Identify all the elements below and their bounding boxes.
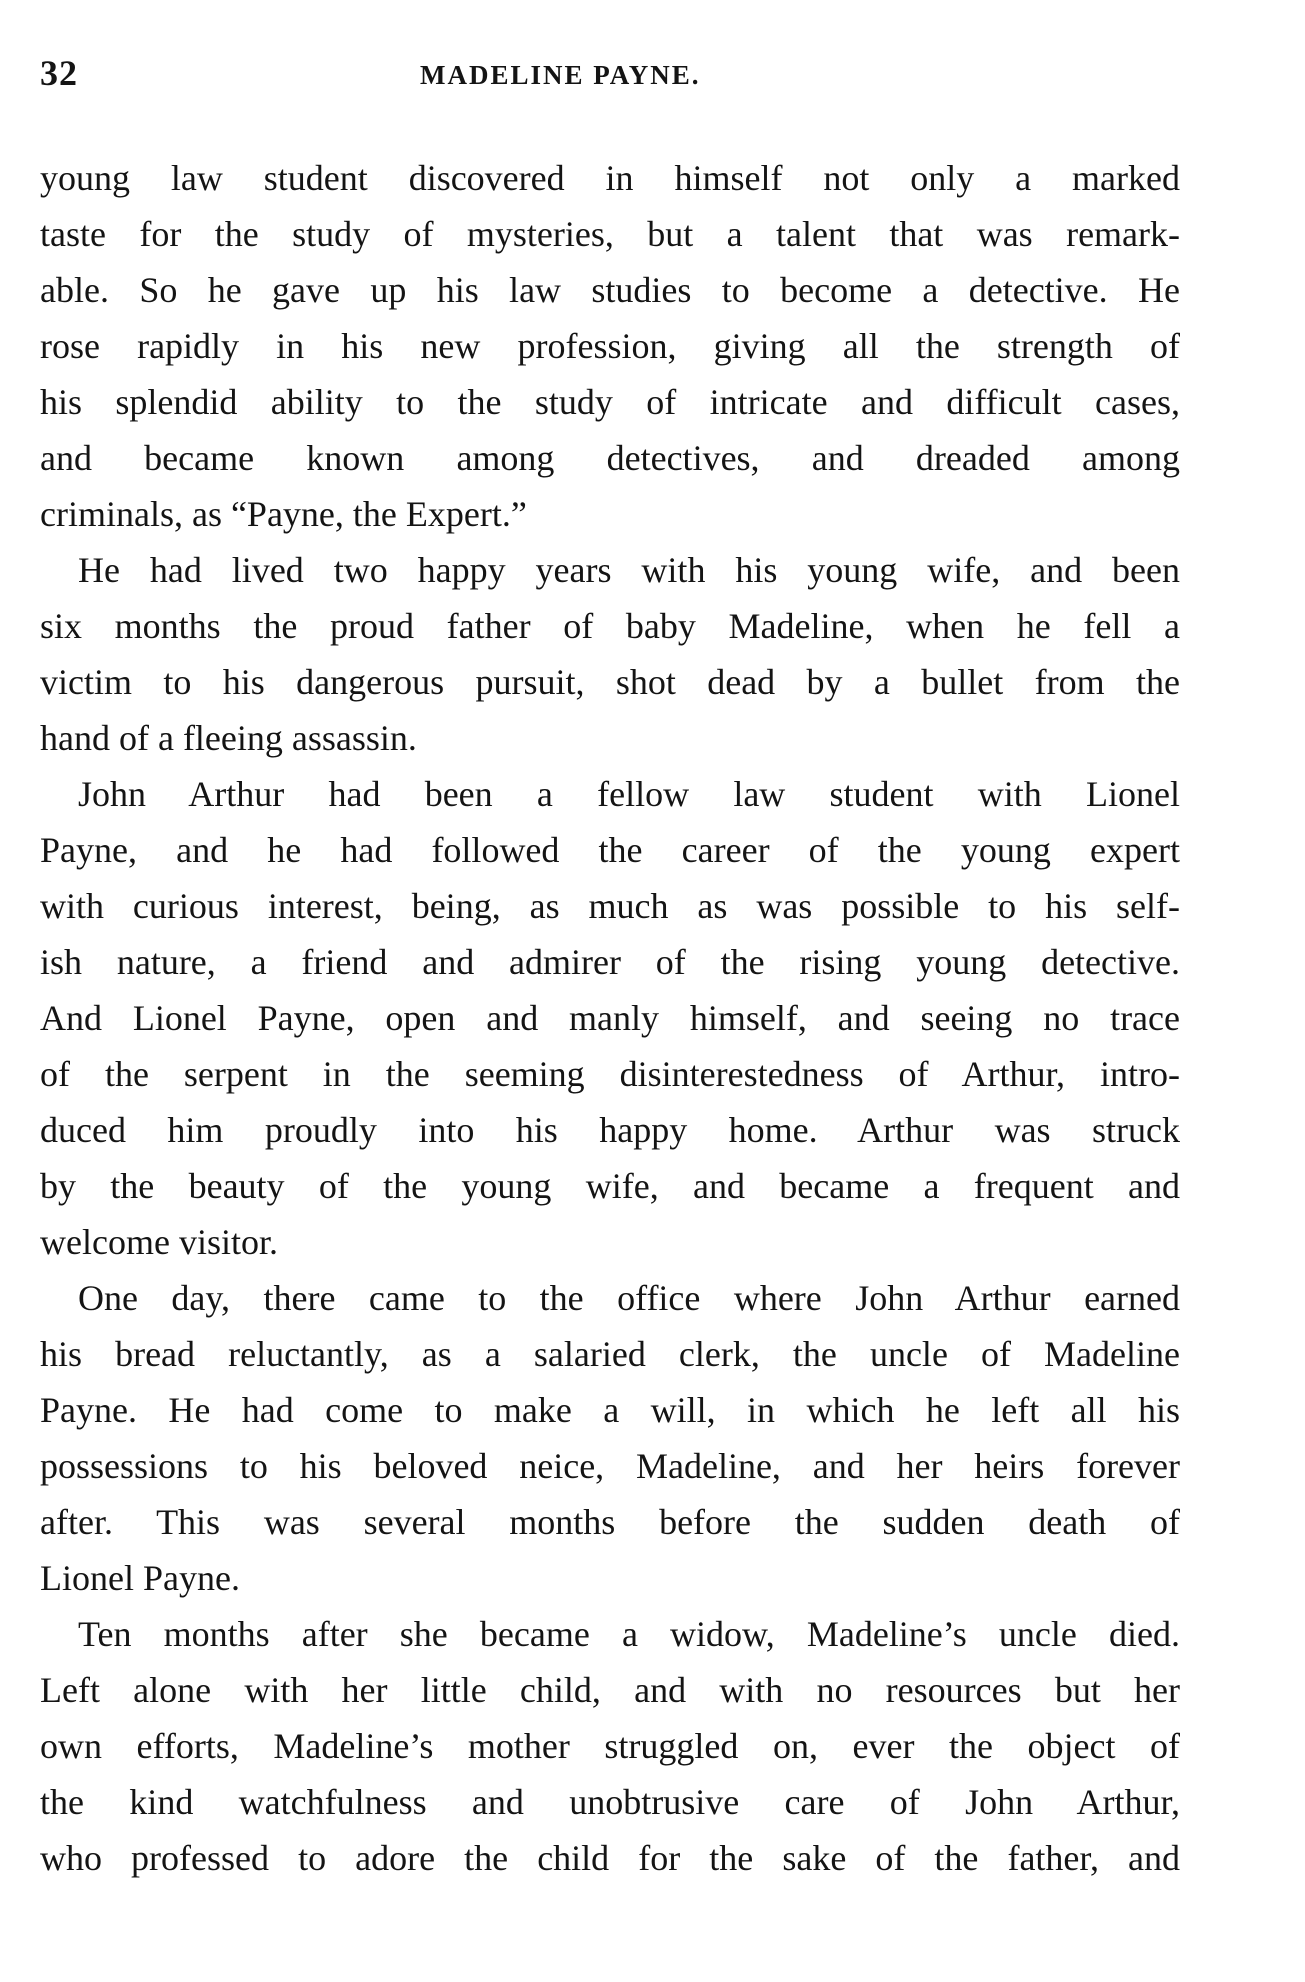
text-line: victim to his dangerous pursuit, shot dead by a bullet from the xyxy=(40,662,1180,702)
body-text xyxy=(40,150,1180,1886)
text-line: criminals, as “Payne, the Expert.” xyxy=(40,494,527,534)
text-line: after. This was several months before the sudden death of xyxy=(40,1502,1180,1542)
text-line: welcome visitor. xyxy=(40,1222,278,1262)
text-line: own efforts, Madeline’s mother struggled on, ever the object of xyxy=(40,1726,1180,1766)
paragraph-start-line: John Arthur had been a fellow law student with Lionel xyxy=(78,774,1180,814)
text-line: six months the proud father of baby Madeline, when he fell a xyxy=(40,606,1180,646)
text-line: And Lionel Payne, open and manly himself, and seeing no trace xyxy=(40,998,1180,1038)
text-line: young law student discovered in himself not only a marked xyxy=(40,158,1180,198)
paragraph-start-line: One day, there came to the office where John Arthur earned xyxy=(78,1278,1180,1318)
text-line: the kind watchfulness and unobtrusive care of John Arthur, xyxy=(40,1782,1180,1822)
text-line: of the serpent in the seeming disinterestedness of Arthur, intro- xyxy=(40,1054,1180,1094)
running-head: MADELINE PAYNE. xyxy=(420,60,701,90)
text-line: and became known among detectives, and dreaded among xyxy=(40,438,1180,478)
text-line: hand of a fleeing assassin. xyxy=(40,718,417,758)
text-line: taste for the study of mysteries, but a talent that was remark- xyxy=(40,214,1180,254)
text-line: Left alone with her little child, and with no resources but her xyxy=(40,1670,1180,1710)
text-line: Payne. He had come to make a will, in which he left all his xyxy=(40,1390,1180,1430)
text-line: who professed to adore the child for the sake of the father, and xyxy=(40,1838,1180,1878)
text-line: his splendid ability to the study of intricate and difficult cases, xyxy=(40,382,1180,422)
text-line: with curious interest, being, as much as was possible to his self- xyxy=(40,886,1180,926)
text-line: ish nature, a friend and admirer of the rising young detective. xyxy=(40,942,1180,982)
text-line: his bread reluctantly, as a salaried clerk, the uncle of Madeline xyxy=(40,1334,1180,1374)
text-line: Lionel Payne. xyxy=(40,1558,240,1598)
text-line: Payne, and he had followed the career of the young expert xyxy=(40,830,1180,870)
page-number: 32 xyxy=(40,53,78,93)
text-line: able. So he gave up his law studies to become a detective. He xyxy=(40,270,1180,310)
page-header xyxy=(40,52,1180,112)
text-line: duced him proudly into his happy home. Arthur was struck xyxy=(40,1110,1180,1150)
text-line: by the beauty of the young wife, and became a frequent and xyxy=(40,1166,1180,1206)
paragraph-start-line: He had lived two happy years with his young wife, and been xyxy=(78,550,1180,590)
paragraph-start-line: Ten months after she became a widow, Madeline’s uncle died. xyxy=(78,1614,1180,1654)
text-line: possessions to his beloved neice, Madeline, and her heirs forever xyxy=(40,1446,1180,1486)
text-line: rose rapidly in his new profession, giving all the strength of xyxy=(40,326,1180,366)
